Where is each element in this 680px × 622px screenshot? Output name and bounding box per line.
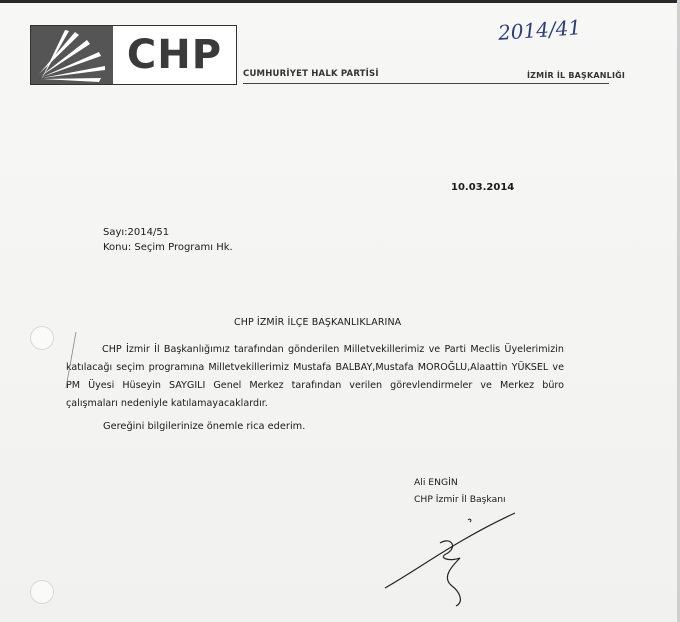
chp-logo (30, 25, 237, 85)
signer-title: CHP İzmir İl Başkanı (414, 494, 506, 505)
stray-pen-mark (62, 330, 82, 390)
branch-name: İZMİR İL BAŞKANLIĞI (527, 71, 626, 80)
signer-name: Ali ENGİN (414, 477, 458, 488)
letter-body (66, 341, 564, 413)
header-divider (243, 83, 609, 84)
party-name: CUMHURİYET HALK PARTİSİ (243, 69, 379, 79)
handwritten-reference: 2014/41 (497, 15, 582, 45)
scan-edge (0, 0, 680, 3)
closing-line: Gereğini bilgilerinize önemle rica ederim. (103, 421, 306, 432)
body-paragraph: CHP İzmir İl Başkanlığımız tarafından gönderilen Milletvekillerimiz ve Parti Meclis Üyelerimizin katılacağı seçim programına Milletvekillerimiz Mustafa BALBAY,Mustafa MOROĞLU,Alaattin YÜKSEL ve PM Üyesi Hüseyin SAYGILI Genel Merkez tarafından verilen görevlendirmeler ve Merkez büro çalışmaları nedeniyle katılamayacaklardır. (66, 344, 564, 409)
hole-punch (30, 580, 54, 604)
logo-text: CHP (126, 32, 223, 78)
subject-line: Konu: Seçim Programı Hk. (103, 242, 233, 253)
handwritten-signature (380, 508, 520, 608)
addressee: CHP İZMİR İLÇE BAŞKANLIKLARINA (234, 317, 402, 328)
reference-number: Sayı:2014/51 (103, 227, 170, 238)
six-arrows-icon (31, 26, 113, 84)
hole-punch (30, 326, 54, 350)
letter-date: 10.03.2014 (451, 182, 515, 193)
